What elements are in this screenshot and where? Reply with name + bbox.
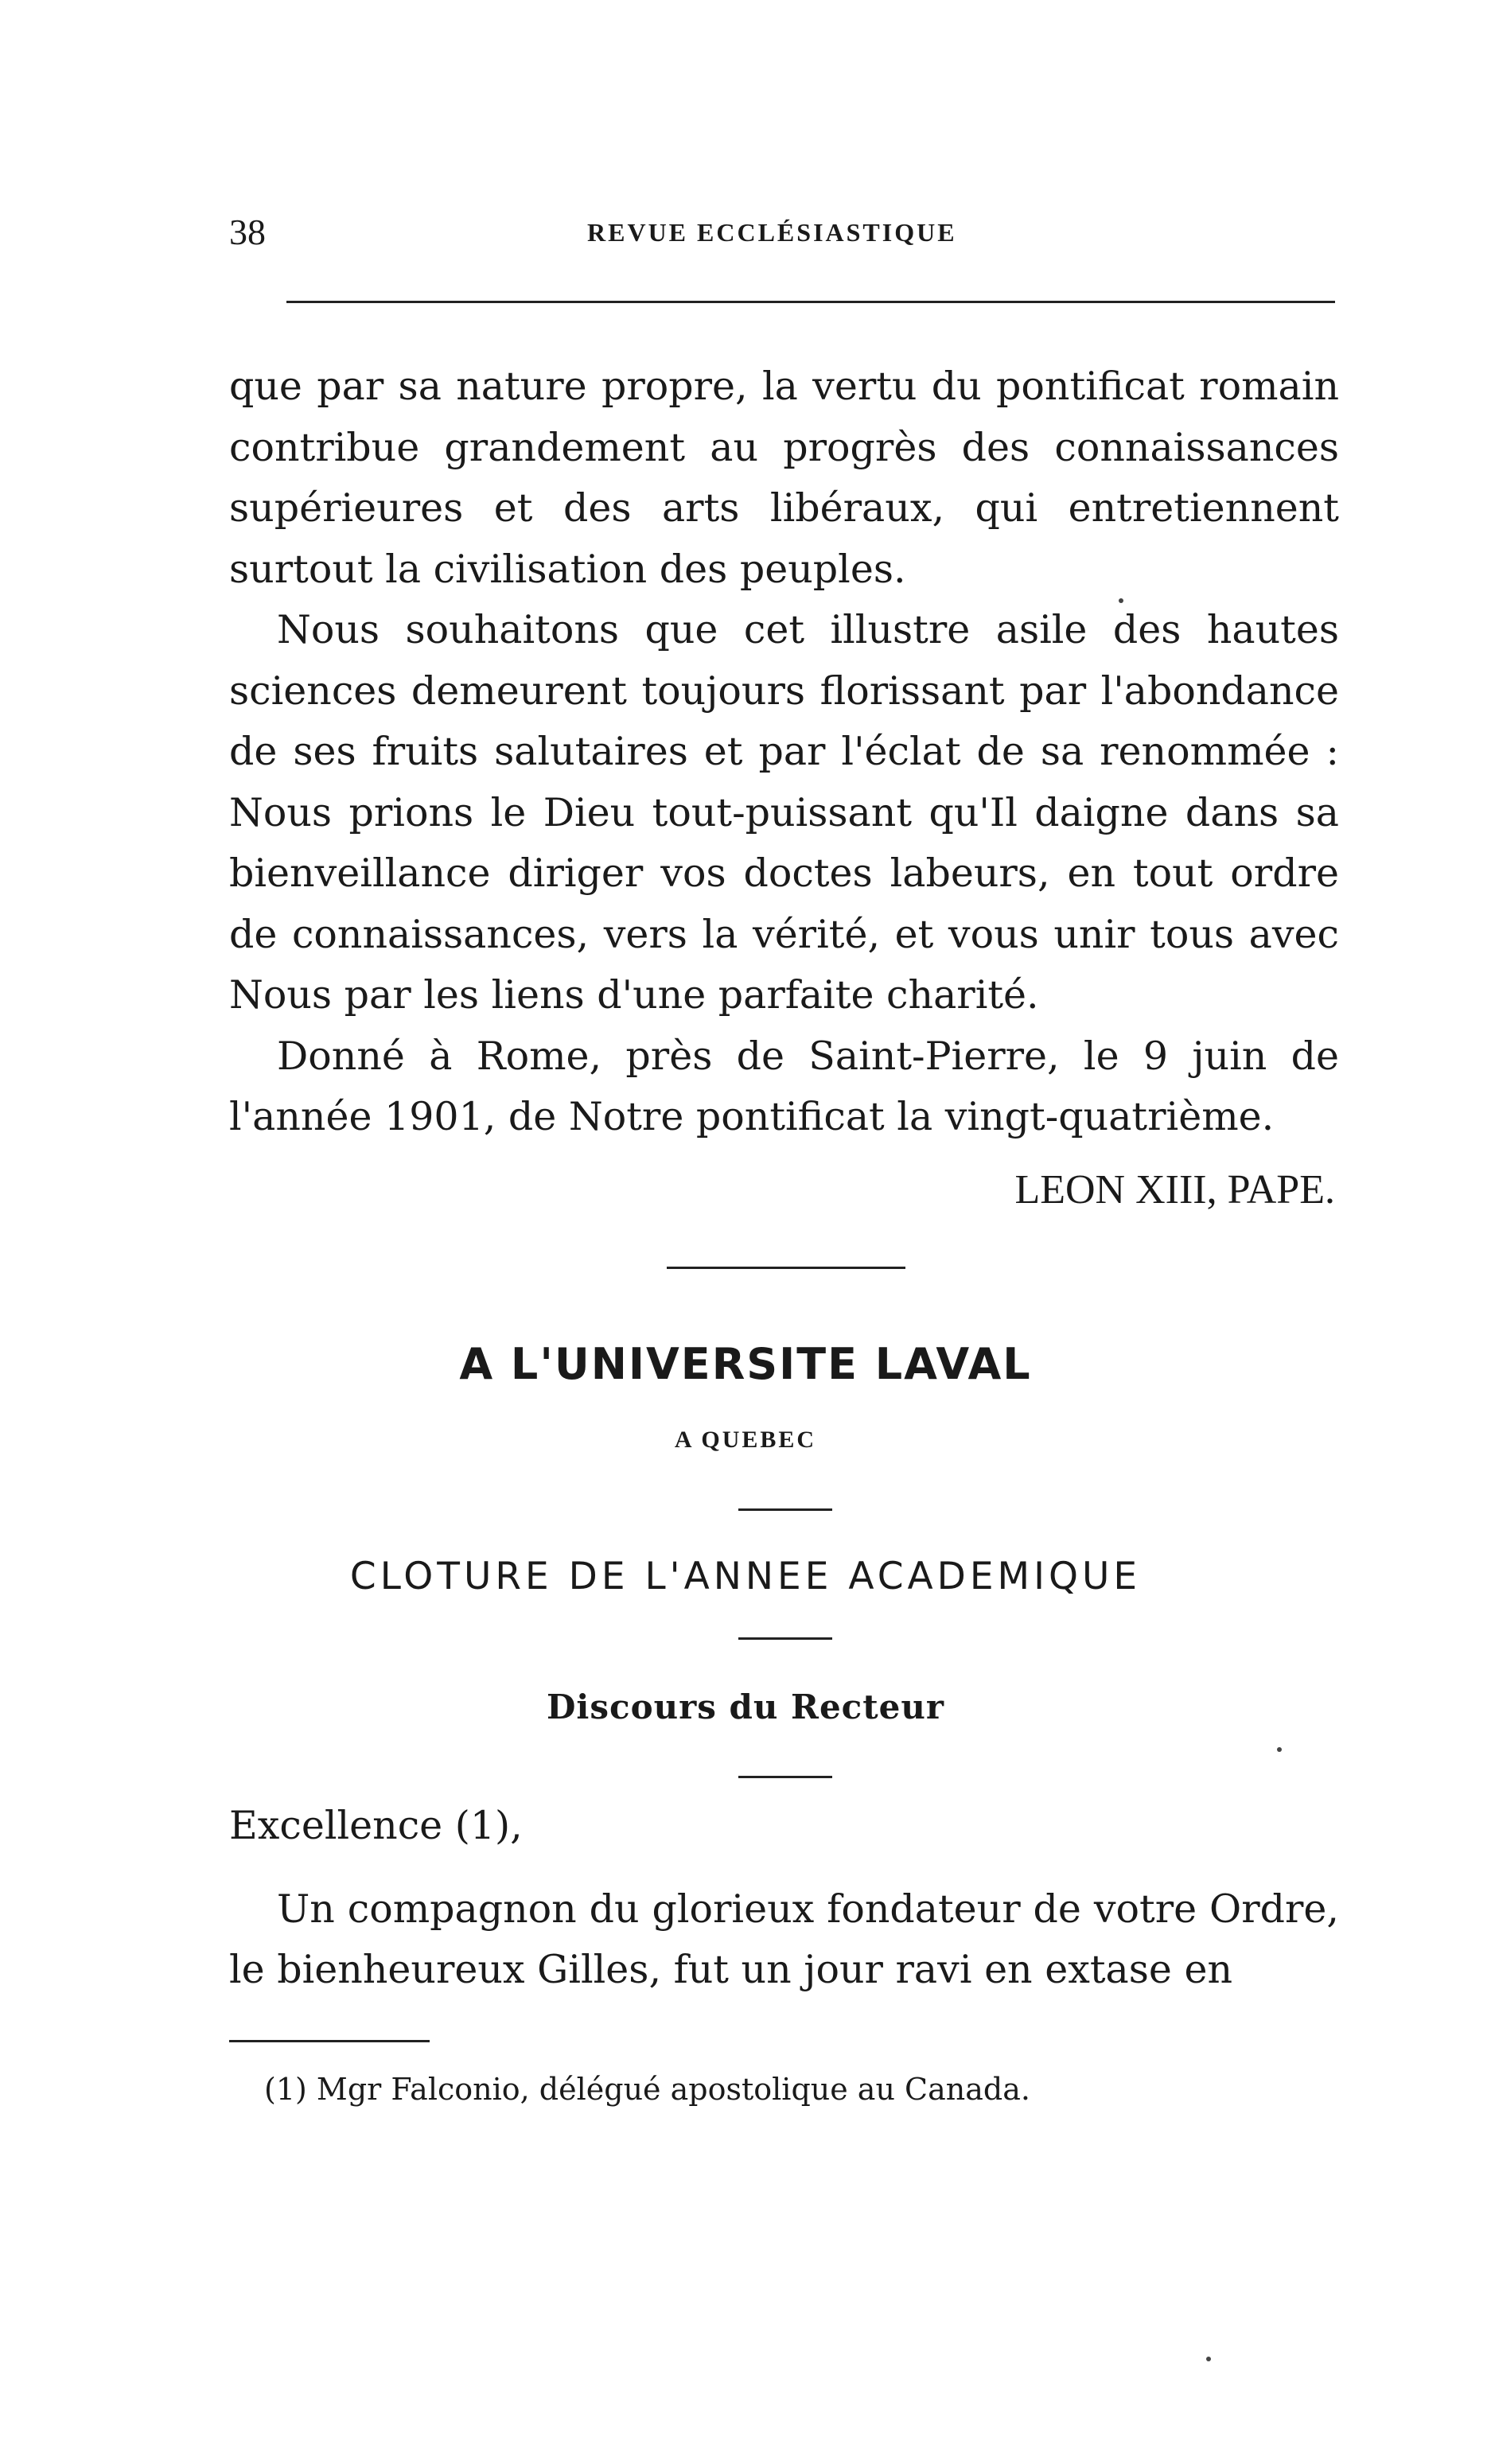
speech-title: Discours du Recteur bbox=[546, 1687, 945, 1726]
section-divider bbox=[667, 1267, 905, 1269]
letter-body bbox=[229, 356, 1339, 1148]
salutation: Excellence (1), bbox=[229, 1803, 523, 1848]
body-paragraph: Nous souhaitons que cet illustre asile des hautes sciences demeurent toujours florissant par l'abondance de ses fruits salutaires et par l'éclat de sa renommée : Nous prions le Dieu tout-puissant qu'Il daigne dans sa bienveillance diriger vos doctes labeurs, en tout ordre de connaissances, vers la vérité, et vous unir tous avec Nous par les liens d'une parfaite charité. bbox=[229, 607, 1339, 1018]
print-speck bbox=[1206, 2357, 1211, 2361]
short-divider bbox=[738, 1637, 832, 1640]
section-heading: CLOTURE DE L'ANNEE ACADEMIQUE bbox=[349, 1555, 1142, 1598]
section-title: A L'UNIVERSITE LAVAL bbox=[459, 1339, 1032, 1389]
body-paragraph: Donné à Rome, près de Saint-Pierre, le 9 juin de l'année 1901, de Notre pontificat la vingt-quatrième. bbox=[229, 1033, 1339, 1139]
speech-paragraph: Un compagnon du glorieux fondateur de votre Ordre, le bienheureux Gilles, fut un jour ravi en extase en bbox=[229, 1886, 1339, 1992]
short-divider bbox=[738, 1508, 832, 1511]
section-subtitle: A QUEBEC bbox=[674, 1427, 817, 1453]
footnote-divider bbox=[229, 2040, 430, 2042]
short-divider bbox=[738, 1776, 832, 1778]
page-number: 38 bbox=[229, 212, 266, 252]
journal-title: REVUE ECCLÉSIASTIQUE bbox=[587, 218, 957, 247]
footnote: (1) Mgr Falconio, délégué apostolique au Canada. bbox=[264, 2072, 1030, 2107]
signature: LEON XIII, PAPE. bbox=[1014, 1167, 1335, 1213]
running-head bbox=[229, 208, 1335, 256]
header-divider bbox=[286, 301, 1335, 303]
print-speck bbox=[1277, 1747, 1282, 1752]
body-paragraph: que par sa nature propre, la vertu du pontificat romain contribue grandement au progrès des connaissances supérieures et des arts libéraux, qui entretiennent surtout la civilisation des peuples. bbox=[229, 364, 1339, 592]
print-speck bbox=[1119, 598, 1123, 603]
